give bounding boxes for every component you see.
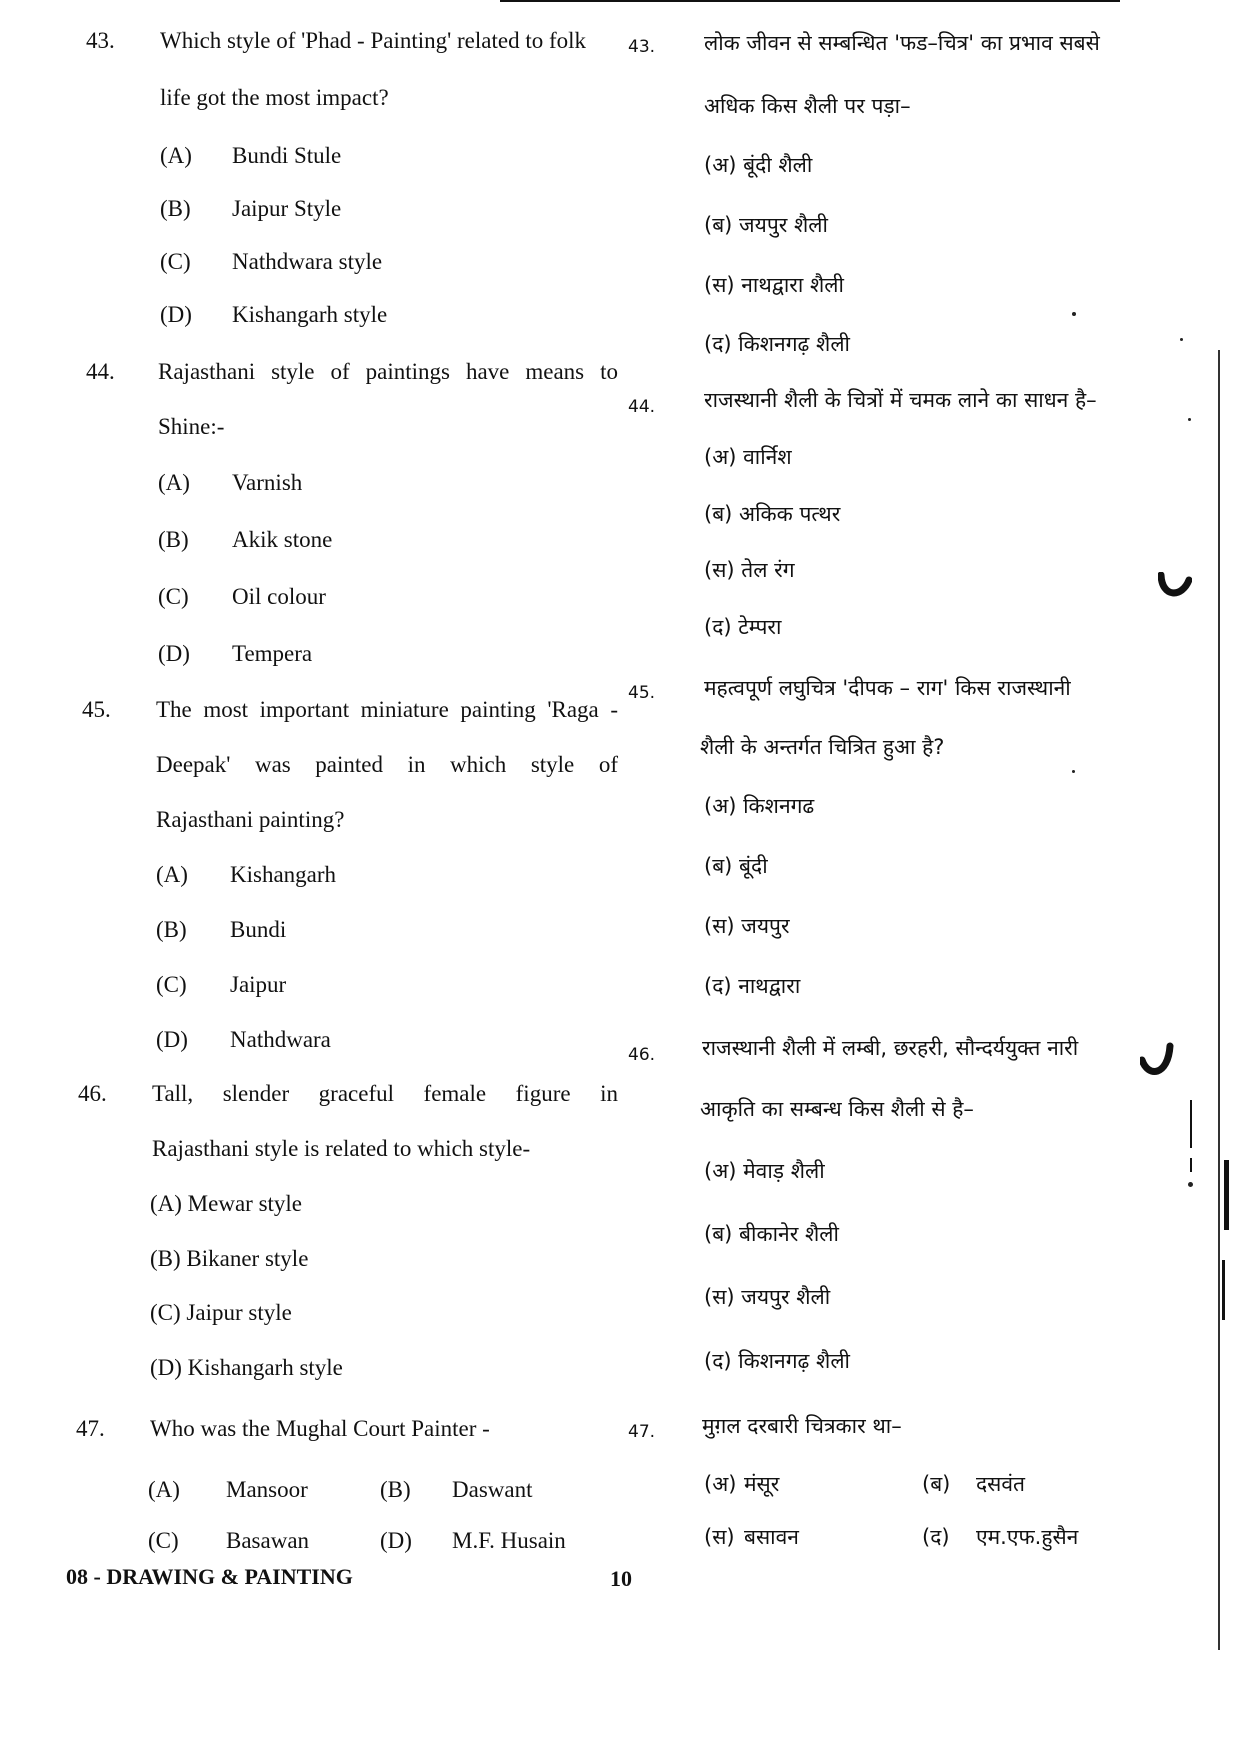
option-text: (अ) मेवाड़ शैली — [704, 1159, 825, 1183]
right-edge-mark — [1222, 1260, 1225, 1320]
question-number: 46. — [628, 1045, 656, 1065]
option-text: Bundi — [230, 917, 287, 942]
option-text: Kishangarh — [230, 862, 337, 887]
option-text: दसवंत — [976, 1472, 1025, 1496]
option-text: (स) जयपुर — [704, 914, 790, 938]
question-text-line: राजस्थानी शैली के चित्रों में चमक लाने का साधन है– — [704, 388, 1097, 412]
option-label: (A) — [156, 862, 188, 887]
option-label: (B) — [160, 196, 191, 221]
option-label: (C) — [156, 972, 187, 997]
question-text-line: Which style of 'Phad - Painting' related to folk — [160, 28, 587, 53]
option-label: (द) — [922, 1525, 950, 1549]
option-text: (ब) बूंदी — [704, 854, 768, 878]
scan-dot — [1180, 338, 1183, 341]
option-text: (B) Bikaner style — [150, 1246, 309, 1271]
right-edge-mark — [1224, 1160, 1229, 1230]
scan-dot — [1072, 312, 1076, 316]
option-label: (D) — [160, 302, 192, 327]
question-number: 45. — [82, 697, 111, 722]
question-number: 44. — [628, 397, 656, 417]
scan-dot — [1188, 418, 1191, 421]
option-label: (C) — [160, 249, 191, 274]
scan-dot — [1188, 1182, 1193, 1187]
question-number: 45. — [628, 683, 656, 703]
question-number: 47. — [628, 1422, 656, 1442]
question-text-line: शैली के अन्तर्गत चित्रित हुआ है? — [700, 735, 945, 759]
scan-tick — [1190, 1100, 1192, 1148]
question-number: 46. — [78, 1081, 107, 1106]
question-text-line: Shine:- — [158, 414, 225, 439]
question-text-line: लोक जीवन से सम्बन्धित 'फड–चित्र' का प्रभाव सबसे — [704, 31, 1100, 55]
question-text-line: Rajasthani painting? — [156, 807, 345, 832]
option-label: (B) — [158, 527, 189, 552]
option-label: (स) — [704, 1525, 735, 1549]
option-text: Jaipur — [230, 972, 287, 997]
option-text: (द) किशनगढ़ शैली — [704, 1349, 850, 1373]
question-text-line: महत्वपूर्ण लघुचित्र 'दीपक – राग' किस राजस्थानी — [704, 676, 1071, 700]
option-text: Akik stone — [232, 527, 333, 552]
option-label: (अ) — [704, 1472, 737, 1496]
question-text-line: Tall, slender graceful female figure in — [152, 1081, 618, 1106]
option-text: M.F. Husain — [452, 1528, 566, 1553]
scan-curve-mark — [1158, 572, 1192, 602]
question-text-line: Deepak' was painted in which style of — [156, 752, 618, 777]
option-label: (A) — [148, 1477, 180, 1502]
option-text: (A) Mewar style — [150, 1191, 303, 1216]
option-text: (ब) जयपुर शैली — [704, 213, 828, 237]
option-label: (C) — [148, 1528, 179, 1553]
option-text: मंसूर — [744, 1472, 780, 1496]
question-text-line: life got the most impact? — [160, 85, 389, 110]
option-text: Kishangarh style — [232, 302, 388, 327]
question-text-line: Rajasthani style of paintings have means to — [158, 359, 618, 384]
question-text-line: अधिक किस शैली पर पड़ा– — [704, 94, 911, 118]
question-text-line: Who was the Mughal Court Painter - — [150, 1416, 490, 1441]
option-label: (B) — [380, 1477, 411, 1502]
right-edge-line — [1218, 350, 1220, 1650]
option-text: (स) तेल रंग — [704, 558, 795, 582]
option-text: (स) जयपुर शैली — [704, 1285, 831, 1309]
option-text: (C) Jaipur style — [150, 1300, 292, 1325]
scan-dot — [1072, 770, 1075, 773]
option-text: (ब) अकिक पत्थर — [704, 502, 841, 526]
option-text: बसावन — [744, 1525, 799, 1549]
question-text-line: राजस्थानी शैली में लम्बी, छरहरी, सौन्दर्ययुक्त नारी — [702, 1036, 1079, 1060]
option-text: Oil colour — [232, 584, 326, 609]
option-label: (D) — [156, 1027, 188, 1052]
option-label: (D) — [158, 641, 190, 666]
option-text: Nathdwara — [230, 1027, 331, 1052]
top-rule — [500, 0, 1120, 2]
footer-subject: 08 - DRAWING & PAINTING — [66, 1564, 353, 1589]
question-number: 47. — [76, 1416, 105, 1441]
option-label: (C) — [158, 584, 189, 609]
option-label: (ब) — [922, 1472, 951, 1496]
option-text: (अ) वार्निश — [704, 445, 792, 469]
question-number: 43. — [86, 28, 115, 53]
option-text: एम.एफ.हुसैन — [976, 1525, 1079, 1549]
scan-curve-mark — [1140, 1040, 1174, 1082]
question-number: 43. — [628, 37, 656, 57]
option-text: (स) नाथद्वारा शैली — [704, 273, 844, 297]
option-text: (द) नाथद्वारा — [704, 974, 801, 998]
option-text: (अ) बूंदी शैली — [704, 153, 813, 177]
question-text-line: Rajasthani style is related to which style- — [152, 1136, 531, 1161]
option-text: (द) टेम्परा — [704, 615, 782, 639]
option-text: (अ) किशनगढ — [704, 794, 815, 818]
option-label: (D) — [380, 1528, 412, 1553]
option-label: (B) — [156, 917, 187, 942]
option-text: Bundi Stule — [232, 143, 342, 168]
option-label: (A) — [160, 143, 192, 168]
option-text: Varnish — [232, 470, 303, 495]
question-text-line: मुग़ल दरबारी चित्रकार था– — [702, 1414, 902, 1438]
option-text: Basawan — [226, 1528, 310, 1553]
option-text: Tempera — [232, 641, 313, 666]
option-text: (ब) बीकानेर शैली — [704, 1222, 839, 1246]
page-number: 10 — [610, 1566, 632, 1591]
question-number: 44. — [86, 359, 115, 384]
option-text: (D) Kishangarh style — [150, 1355, 343, 1380]
scan-tick — [1190, 1158, 1192, 1172]
option-text: Daswant — [452, 1477, 533, 1502]
option-text: Mansoor — [226, 1477, 308, 1502]
question-text-line: आकृति का सम्बन्ध किस शैली से है– — [700, 1097, 974, 1121]
option-label: (A) — [158, 470, 190, 495]
option-text: (द) किशनगढ़ शैली — [704, 332, 850, 356]
option-text: Jaipur Style — [232, 196, 342, 221]
question-text-line: The most important miniature painting 'Raga - — [156, 697, 618, 722]
option-text: Nathdwara style — [232, 249, 383, 274]
